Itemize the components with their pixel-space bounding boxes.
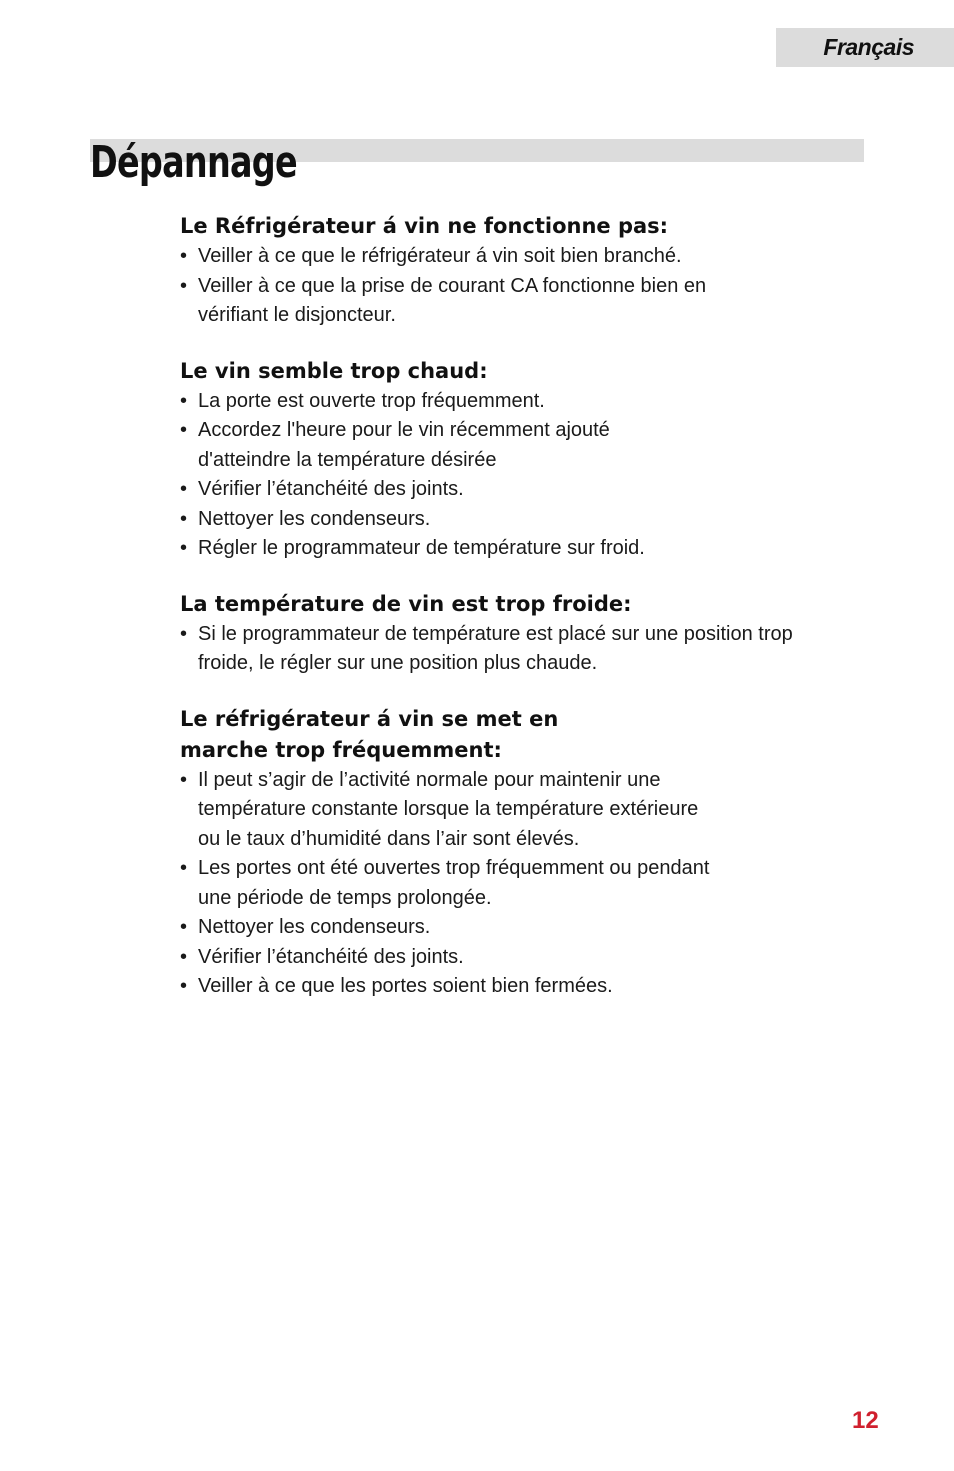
item-text: Vérifier l’étanchéité des joints. bbox=[198, 945, 464, 968]
page-number: 12 bbox=[852, 1407, 879, 1434]
bullet-marker: • bbox=[180, 975, 188, 997]
heading-line: Le Réfrigérateur á vin ne fonctionne pas: bbox=[180, 214, 669, 238]
item-text: Il peut s’agir de l’activité normale pour maintenir une bbox=[198, 768, 661, 791]
bullet-list bbox=[180, 242, 840, 331]
item-text: Nettoyer les condenseurs. bbox=[198, 507, 431, 530]
section-no-operation bbox=[180, 211, 840, 331]
list-item bbox=[180, 242, 840, 272]
bullet-list bbox=[180, 620, 840, 679]
item-text: Veiller à ce que le réfrigérateur á vin soit bien branché. bbox=[198, 245, 682, 267]
section-heading bbox=[180, 211, 840, 242]
item-text: Vérifier l’étanchéité des joints. bbox=[198, 478, 464, 500]
section-wine-too-warm bbox=[180, 356, 840, 564]
bullet-marker: • bbox=[180, 768, 188, 791]
language-tab: Français bbox=[776, 28, 954, 67]
list-item bbox=[180, 972, 840, 1002]
bullet-list bbox=[180, 387, 840, 564]
list-item bbox=[180, 387, 840, 417]
item-text: ou le taux d’humidité dans l’air sont élevés. bbox=[198, 827, 580, 850]
list-item bbox=[180, 854, 840, 913]
item-text: Veiller à ce que la prise de courant CA fonctionne bien en bbox=[198, 274, 707, 297]
list-item bbox=[180, 272, 840, 331]
bullet-marker: • bbox=[180, 245, 188, 267]
list-item bbox=[180, 534, 840, 564]
item-text: Les portes ont été ouvertes trop fréquemment ou pendant bbox=[198, 857, 710, 879]
item-text: température constante lorsque la température extérieure bbox=[198, 798, 699, 820]
section-wine-too-cold bbox=[180, 589, 840, 679]
section-heading bbox=[180, 356, 840, 387]
item-text: d'atteindre la température désirée bbox=[198, 448, 497, 471]
heading-line: Le réfrigérateur á vin se met en bbox=[180, 706, 559, 731]
bullet-marker: • bbox=[180, 419, 188, 441]
bullet-marker: • bbox=[180, 945, 188, 968]
section-runs-too-often bbox=[180, 704, 840, 1002]
list-item bbox=[180, 913, 840, 943]
bullet-list bbox=[180, 766, 840, 1002]
bullet-marker: • bbox=[180, 916, 188, 938]
bullet-marker: • bbox=[180, 622, 188, 645]
bullet-marker: • bbox=[180, 389, 188, 412]
bullet-marker: • bbox=[180, 274, 188, 297]
bullet-marker: • bbox=[180, 478, 188, 500]
heading-line: La température de vin est trop froide: bbox=[180, 591, 632, 616]
heading-line: marche trop fréquemment: bbox=[180, 737, 502, 762]
list-item bbox=[180, 505, 840, 535]
item-text: une période de temps prolongée. bbox=[198, 886, 492, 909]
item-text: vérifiant le disjoncteur. bbox=[198, 304, 396, 326]
item-text: Régler le programmateur de température sur froid. bbox=[198, 537, 645, 559]
section-heading bbox=[180, 589, 840, 620]
item-text: Veiller à ce que les portes soient bien fermées. bbox=[198, 975, 613, 997]
item-text: La porte est ouverte trop fréquemment. bbox=[198, 389, 545, 412]
troubleshooting-content bbox=[180, 211, 840, 1002]
item-text: froide, le régler sur une position plus chaude. bbox=[198, 652, 598, 674]
item-text: Nettoyer les condenseurs. bbox=[198, 916, 431, 938]
item-text: Si le programmateur de température est placé sur une position trop bbox=[198, 622, 793, 645]
list-item bbox=[180, 475, 840, 505]
heading-line: Le vin semble trop chaud: bbox=[180, 358, 488, 383]
item-text: Accordez l'heure pour le vin récemment ajouté bbox=[198, 419, 610, 441]
page-title: Dépannage bbox=[90, 137, 297, 188]
bullet-marker: • bbox=[180, 507, 188, 530]
list-item bbox=[180, 766, 840, 855]
list-item bbox=[180, 416, 840, 475]
bullet-marker: • bbox=[180, 857, 188, 879]
bullet-marker: • bbox=[180, 537, 188, 559]
list-item bbox=[180, 620, 840, 679]
list-item bbox=[180, 943, 840, 973]
section-heading bbox=[180, 704, 840, 766]
